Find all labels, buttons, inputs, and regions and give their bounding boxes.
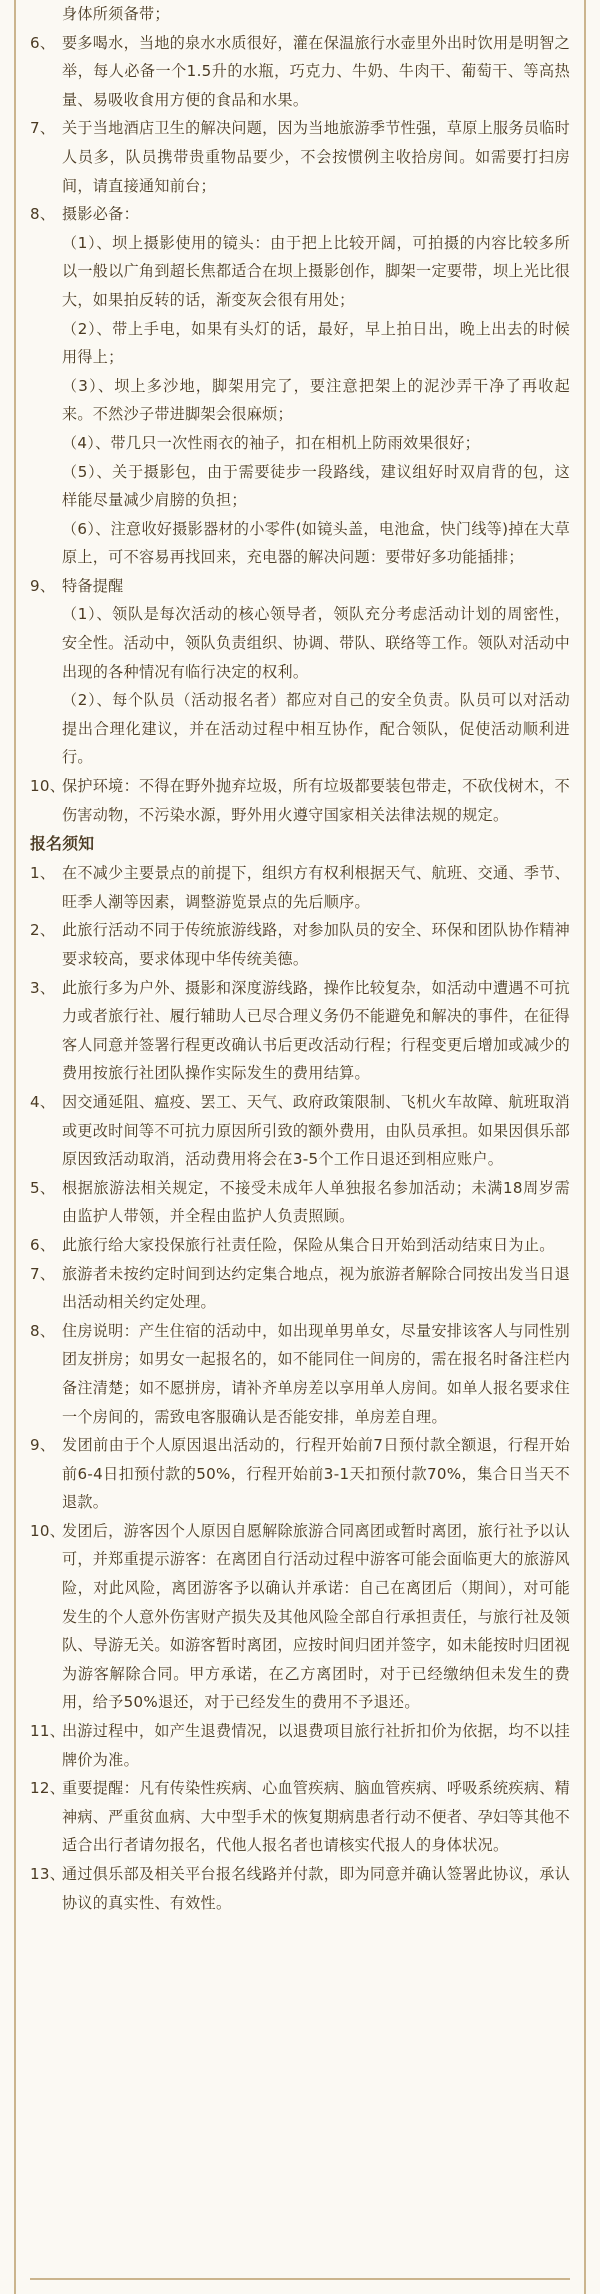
- list-item: [30, 1431, 570, 1517]
- list-item: [30, 1860, 570, 1917]
- list-item: [30, 1774, 570, 1860]
- item-number: 7、: [30, 1264, 56, 1283]
- photo-sub-item: （2）、带上手电，如果有头灯的话，最好，早上拍日出，晚上出去的时候用得上；: [62, 319, 570, 367]
- item-number: 12、: [30, 1779, 66, 1798]
- document-panel: [14, 0, 586, 2294]
- item-number: 11、: [30, 1722, 66, 1741]
- notes-section: [30, 0, 570, 829]
- list-item: [30, 1260, 570, 1317]
- item-text: 关于当地酒店卫生的解决问题，因为当地旅游季节性强，草原上服务员临时人员多，队员携带贵重物品要少，不会按惯例主收拾房间。如需要打扫房间，请直接通知前台；: [62, 119, 570, 195]
- reminder-sub-item: （2）、每个队员（活动报名者）都应对自己的安全负责。队员可以对活动提出合理化建议，并在活动过程中相互协作，配合领队，促使活动顺利进行。: [62, 691, 570, 767]
- photo-sub-item: （3）、坝上多沙地，脚架用完了，要注意把架上的泥沙弄干净了再收起来。不然沙子带进脚架会很麻烦；: [62, 376, 570, 424]
- item-number: 2、: [30, 921, 56, 940]
- photo-sub-item: （4）、带几只一次性雨衣的袖子，扣在相机上防雨效果很好；: [62, 433, 480, 452]
- item-text: 此旅行多为户外、摄影和深度游线路，操作比较复杂，如活动中遭遇不可抗力或者旅行社、履行辅助人已尽合理义务仍不能避免和解决的事件，在征得客人同意并签署行程更改确认书后更改活动行程；行程变更后增加或减少的费用按旅行社团队操作实际发生的费用结算。: [62, 978, 570, 1083]
- list-item: [30, 114, 570, 200]
- item-number: 9、: [30, 576, 56, 595]
- item-number: 10、: [30, 1521, 66, 1540]
- list-item: [30, 29, 570, 115]
- photo-sub-item: （6）、注意收好摄影器材的小零件(如镜头盖，电池盒，快门线等)掉在大草原上，可不容易再找回来，充电器的解决问题：要带好多功能插排；: [62, 519, 570, 567]
- item-number: 13、: [30, 1865, 66, 1883]
- item-text: 要多喝水，当地的泉水水质很好，灌在保温旅行水壶里外出时饮用是明智之举，每人必备一个1.5升的水瓶，巧克力、牛奶、牛肉干、葡萄干、等高热量、易吸收食用方便的食品和水果。: [62, 33, 570, 109]
- list-item: [30, 1174, 570, 1231]
- item-text: 发团后，游客因个人原因自愿解除旅游合同离团或暂时离团，旅行社予以认可，并郑重提示游客：在离团自行活动过程中游客可能会面临更大的旅游风险，对此风险，离团游客予以确认并承诺：自己在离团后（期间），对可能发生的个人意外伤害财产损失及其他风险全部自行承担责任，与旅行社及领队、导游无关。如游客暂时离团，应按时间归团并签字，如未能按时归团视为游客解除合同。甲方承诺，在乙方离团时，对于已经缴纳但未发生的费用，给予50%退还，对于已经发生的费用不予退还。: [62, 1521, 570, 1712]
- item-title: 特备提醒: [62, 576, 124, 595]
- item-number: 9、: [30, 1436, 56, 1455]
- reminder-sub-item: （1）、领队是每次活动的核心领导者，领队充分考虑活动计划的周密性，安全性。活动中，领队负责组织、协调、带队、联络等工作。领队对活动中出现的各种情况有临行决定的权利。: [62, 605, 570, 681]
- intro-tail-text: 身体所须备带；: [62, 5, 170, 23]
- item-title: 摄影必备：: [62, 205, 139, 224]
- item-number: 4、: [30, 1092, 56, 1111]
- item-text: 重要提醒：凡有传染性疾病、心血管疾病、脑血管疾病、呼吸系统疾病、精神病、严重贫血病、大中型手术的恢复期病患者行动不便者、孕妇等其他不适合出行者请勿报名，代他人报名者也请核实代报人的身体状况。: [62, 1779, 570, 1855]
- item-number: 7、: [30, 119, 56, 138]
- list-item: [30, 1231, 570, 1260]
- item-text: 根据旅游法相关规定，不接受未成年人单独报名参加活动；未满18周岁需由监护人带领，并全程由监护人负责照顾。: [62, 1178, 570, 1226]
- section-heading: 报名须知: [30, 834, 95, 854]
- item-text: 在不减少主要景点的前提下，组织方有权利根据天气、航班、交通、季节、旺季人潮等因素，调整游览景点的先后顺序。: [62, 864, 570, 911]
- intro-tail: [30, 0, 570, 29]
- item-text: 此旅行给大家投保旅行社责任险，保险从集合日开始到活动结束日为止。: [62, 1235, 555, 1254]
- photo-item: [30, 200, 570, 229]
- photo-sub-item: （5）、关于摄影包，由于需要徒步一段路线，建议组好时双肩背的包，这样能尽量减少肩膀的负担；: [62, 462, 570, 510]
- item-number: 1、: [30, 864, 56, 883]
- list-item: [30, 1717, 570, 1774]
- environment-item: [30, 772, 570, 829]
- item-text: 出游过程中，如产生退费情况，以退费项目旅行社折扣价为依据，均不以挂牌价为准。: [62, 1722, 570, 1769]
- list-item: [30, 1317, 570, 1431]
- item-number: 3、: [30, 978, 56, 997]
- list-item: [30, 1088, 570, 1174]
- item-text: 通过俱乐部及相关平台报名线路并付款，即为同意并确认签署此协议，承认协议的真实性、有效性。: [62, 1865, 570, 1912]
- bottom-divider: [30, 2278, 570, 2280]
- photo-sub-item: （1）、坝上摄影使用的镜头：由于把上比较开阔，可拍摄的内容比较多所以一般以广角到超长焦都适合在坝上摄影创作，脚架一定要带，坝上光比很大，如果拍反转的话，渐变灰会很有用处；: [62, 233, 570, 309]
- list-item: [30, 916, 570, 973]
- item-number: 6、: [30, 33, 56, 52]
- item-text: 发团前由于个人原因退出活动的，行程开始前7日预付款全额退，行程开始前6-4日扣预付款的50%，行程开始前3-1天扣预付款70%，集合日当天不退款。: [62, 1436, 570, 1512]
- reminder-item: [30, 572, 570, 601]
- document-content: [16, 0, 584, 2294]
- list-item: [30, 859, 570, 916]
- item-number: 6、: [30, 1235, 56, 1254]
- list-item: [30, 1517, 570, 1717]
- item-text: 因交通延阻、瘟疫、罢工、天气、政府政策限制、飞机火车故障、航班取消或更改时间等不可抗力原因所引致的额外费用，由队员承担。如果因俱乐部原因致活动取消，活动费用将会在3-5个工作日退还到相应账户。: [62, 1092, 570, 1169]
- registration-section: [30, 829, 570, 1917]
- item-text: 保护环境：不得在野外抛弃垃圾，所有垃圾都要装包带走，不砍伐树木，不伤害动物，不污染水源，野外用火遵守国家相关法律法规的规定。: [62, 777, 570, 824]
- item-text: 此旅行活动不同于传统旅游线路，对参加队员的安全、环保和团队协作精神要求较高，要求体现中华传统美德。: [62, 921, 570, 968]
- item-text: 住房说明：产生住宿的活动中，如出现单男单女，尽量安排该客人与同性别团友拼房；如男女一起报名的，如不能同住一间房的，需在报名时备注栏内备注清楚；如不愿拼房，请补齐单房差以享用单人房间。如单人报名要求住一个房间的，需致电客服确认是否能安排，单房差自理。: [62, 1321, 570, 1426]
- item-number: 5、: [30, 1178, 56, 1197]
- item-number: 8、: [30, 1321, 56, 1340]
- item-text: 旅游者未按约定时间到达约定集合地点，视为旅游者解除合同按出发当日退出活动相关约定处理。: [62, 1264, 570, 1312]
- item-number: 10、: [30, 777, 66, 796]
- list-item: [30, 974, 570, 1088]
- item-number: 8、: [30, 205, 56, 224]
